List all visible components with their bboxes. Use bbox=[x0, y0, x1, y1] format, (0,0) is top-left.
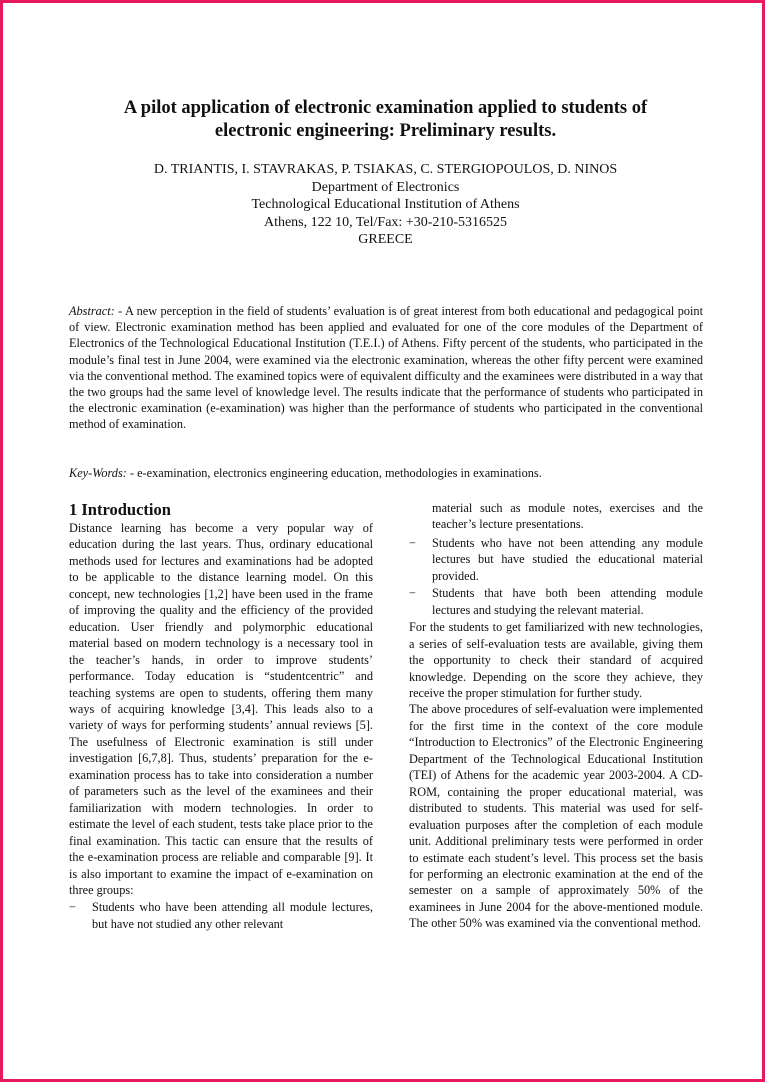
right-column bbox=[409, 500, 703, 932]
address: Athens, 122 10, Tel/Fax: +30-210-5316525 bbox=[263, 214, 508, 230]
author-block bbox=[63, 161, 708, 249]
intro-paragraph-2: For the students to get familiarized with new technologies, a series of self-evaluation tests are available, giving them the opportunity to check their standard of acquired knowledge. Depending on the score they achieve, they receive the proper stimulation for further study. bbox=[409, 620, 703, 700]
paper-title bbox=[63, 97, 708, 143]
left-column bbox=[69, 500, 373, 933]
abstract-text: - A new perception in the field of students’ evaluation is of great interest from both educational and pedagogical point of view. Electronic examination method has been applied and evaluated for one of the core modules of the Department of Electronics of the Technological Educational Institution (T.E.I.) of Athens. Fifty percent of the students, who participated in the module’s final test in June 2004, were examined via the electronic examination, whereas the other fifty percent were examined via the conventional method. The examined topics were of equivalent difficulty and the examinees were distributed in a way that the two groups had the same level of knowledge level. The results indicate that the performance of students who participated in the electronic examination (e-examination) was higher than the performance of students who participated in the conventional method of examination. bbox=[69, 304, 703, 432]
list-item-2-text: Students who have not been attending any module lectures but have studied the educational material provided. bbox=[432, 535, 703, 583]
title-line-2: electronic engineering: Preliminary results. bbox=[214, 121, 557, 141]
intro-paragraph-3: The above procedures of self-evaluation were implemented for the first time in the context of the core module “Introduction to Electronics” of the Electronic Engineering Department of the Technological Educational Institution (TEI) of Athens for the academic year 2003-2004. A CD-ROM, containing the proper educational material, was distributed to students. This material was used for self-evaluation purposes after the completion of each module unit. Additional preliminary tests were performed in order to estimate each student’s level. This process set the basis for performing an electronic examination at the end of the semester on a sample of approximately 50% of the examinees in June 2004 for the above-mentioned module. The other 50% was examined via the conventional method. bbox=[409, 702, 703, 931]
list-item-2 bbox=[409, 535, 703, 584]
list-item-1-text-continued: material such as module notes, exercises and the teacher’s lecture presentations. bbox=[432, 501, 703, 532]
bullet-marker: − bbox=[409, 586, 416, 601]
bullet-marker: − bbox=[69, 900, 76, 915]
keywords-label: Key-Words: bbox=[69, 466, 127, 480]
abstract bbox=[69, 303, 703, 433]
institution: Technological Educational Institution of Athens bbox=[251, 197, 520, 212]
abstract-label: Abstract: bbox=[69, 304, 115, 318]
intro-paragraph-1: Distance learning has become a very popular way of education during the last years. Thus, ordinary educational methods used for lectures and examinations had be adopted to be applicable to the distance learning model. On this concept, new technologies [1,2] have been used in the frame of improving the quality and the efficiency of the provided education. User friendly and polymorphic educational material based on modern technology is a necessary tool in the teacher’s hands, in order to improve students’ performance. Today education is “studentcentric” and teaching systems are open to students, offering them many ways of acquiring knowledge [3,4]. This leads also to a variety of ways for performing students’ annual reviews [5]. The usefulness of Electronic examination is still under investigation [6,7,8]. Thus, students’ preparation for the e-examination process has to take into consideration a number of parameters such as the level of the examinees and their familiarization with modern technologies. In order to estimate the level of each student, tests take place prior to the final examination. This tactic can ensure that the results of the e-examination process are reliable and comparable [9]. It is also important to examine the impact of e-examination on three groups: bbox=[69, 521, 373, 897]
list-item-3 bbox=[409, 585, 703, 618]
list-item-1-text-start: Students who have been attending all module lectures, but have not studied any other relevant bbox=[92, 900, 373, 931]
list-item-3-text: Students that have both been attending module lectures and studying the relevant material. bbox=[432, 586, 703, 617]
authors: D. TRIANTIS, I. STAVRAKAS, P. TSIAKAS, C. STERGIOPOULOS, D. NINOS bbox=[153, 162, 618, 177]
title-line-1: A pilot application of electronic examination applied to students of bbox=[123, 98, 648, 118]
bullet-marker: − bbox=[409, 535, 416, 550]
keywords bbox=[69, 465, 703, 481]
section-heading: 1 Introduction bbox=[69, 500, 171, 519]
list-item-1 bbox=[69, 899, 373, 932]
department: Department of Electronics bbox=[311, 179, 460, 195]
country: GREECE bbox=[358, 232, 413, 247]
keywords-text: - e-examination, electronics engineering education, methodologies in examinations. bbox=[126, 466, 542, 480]
